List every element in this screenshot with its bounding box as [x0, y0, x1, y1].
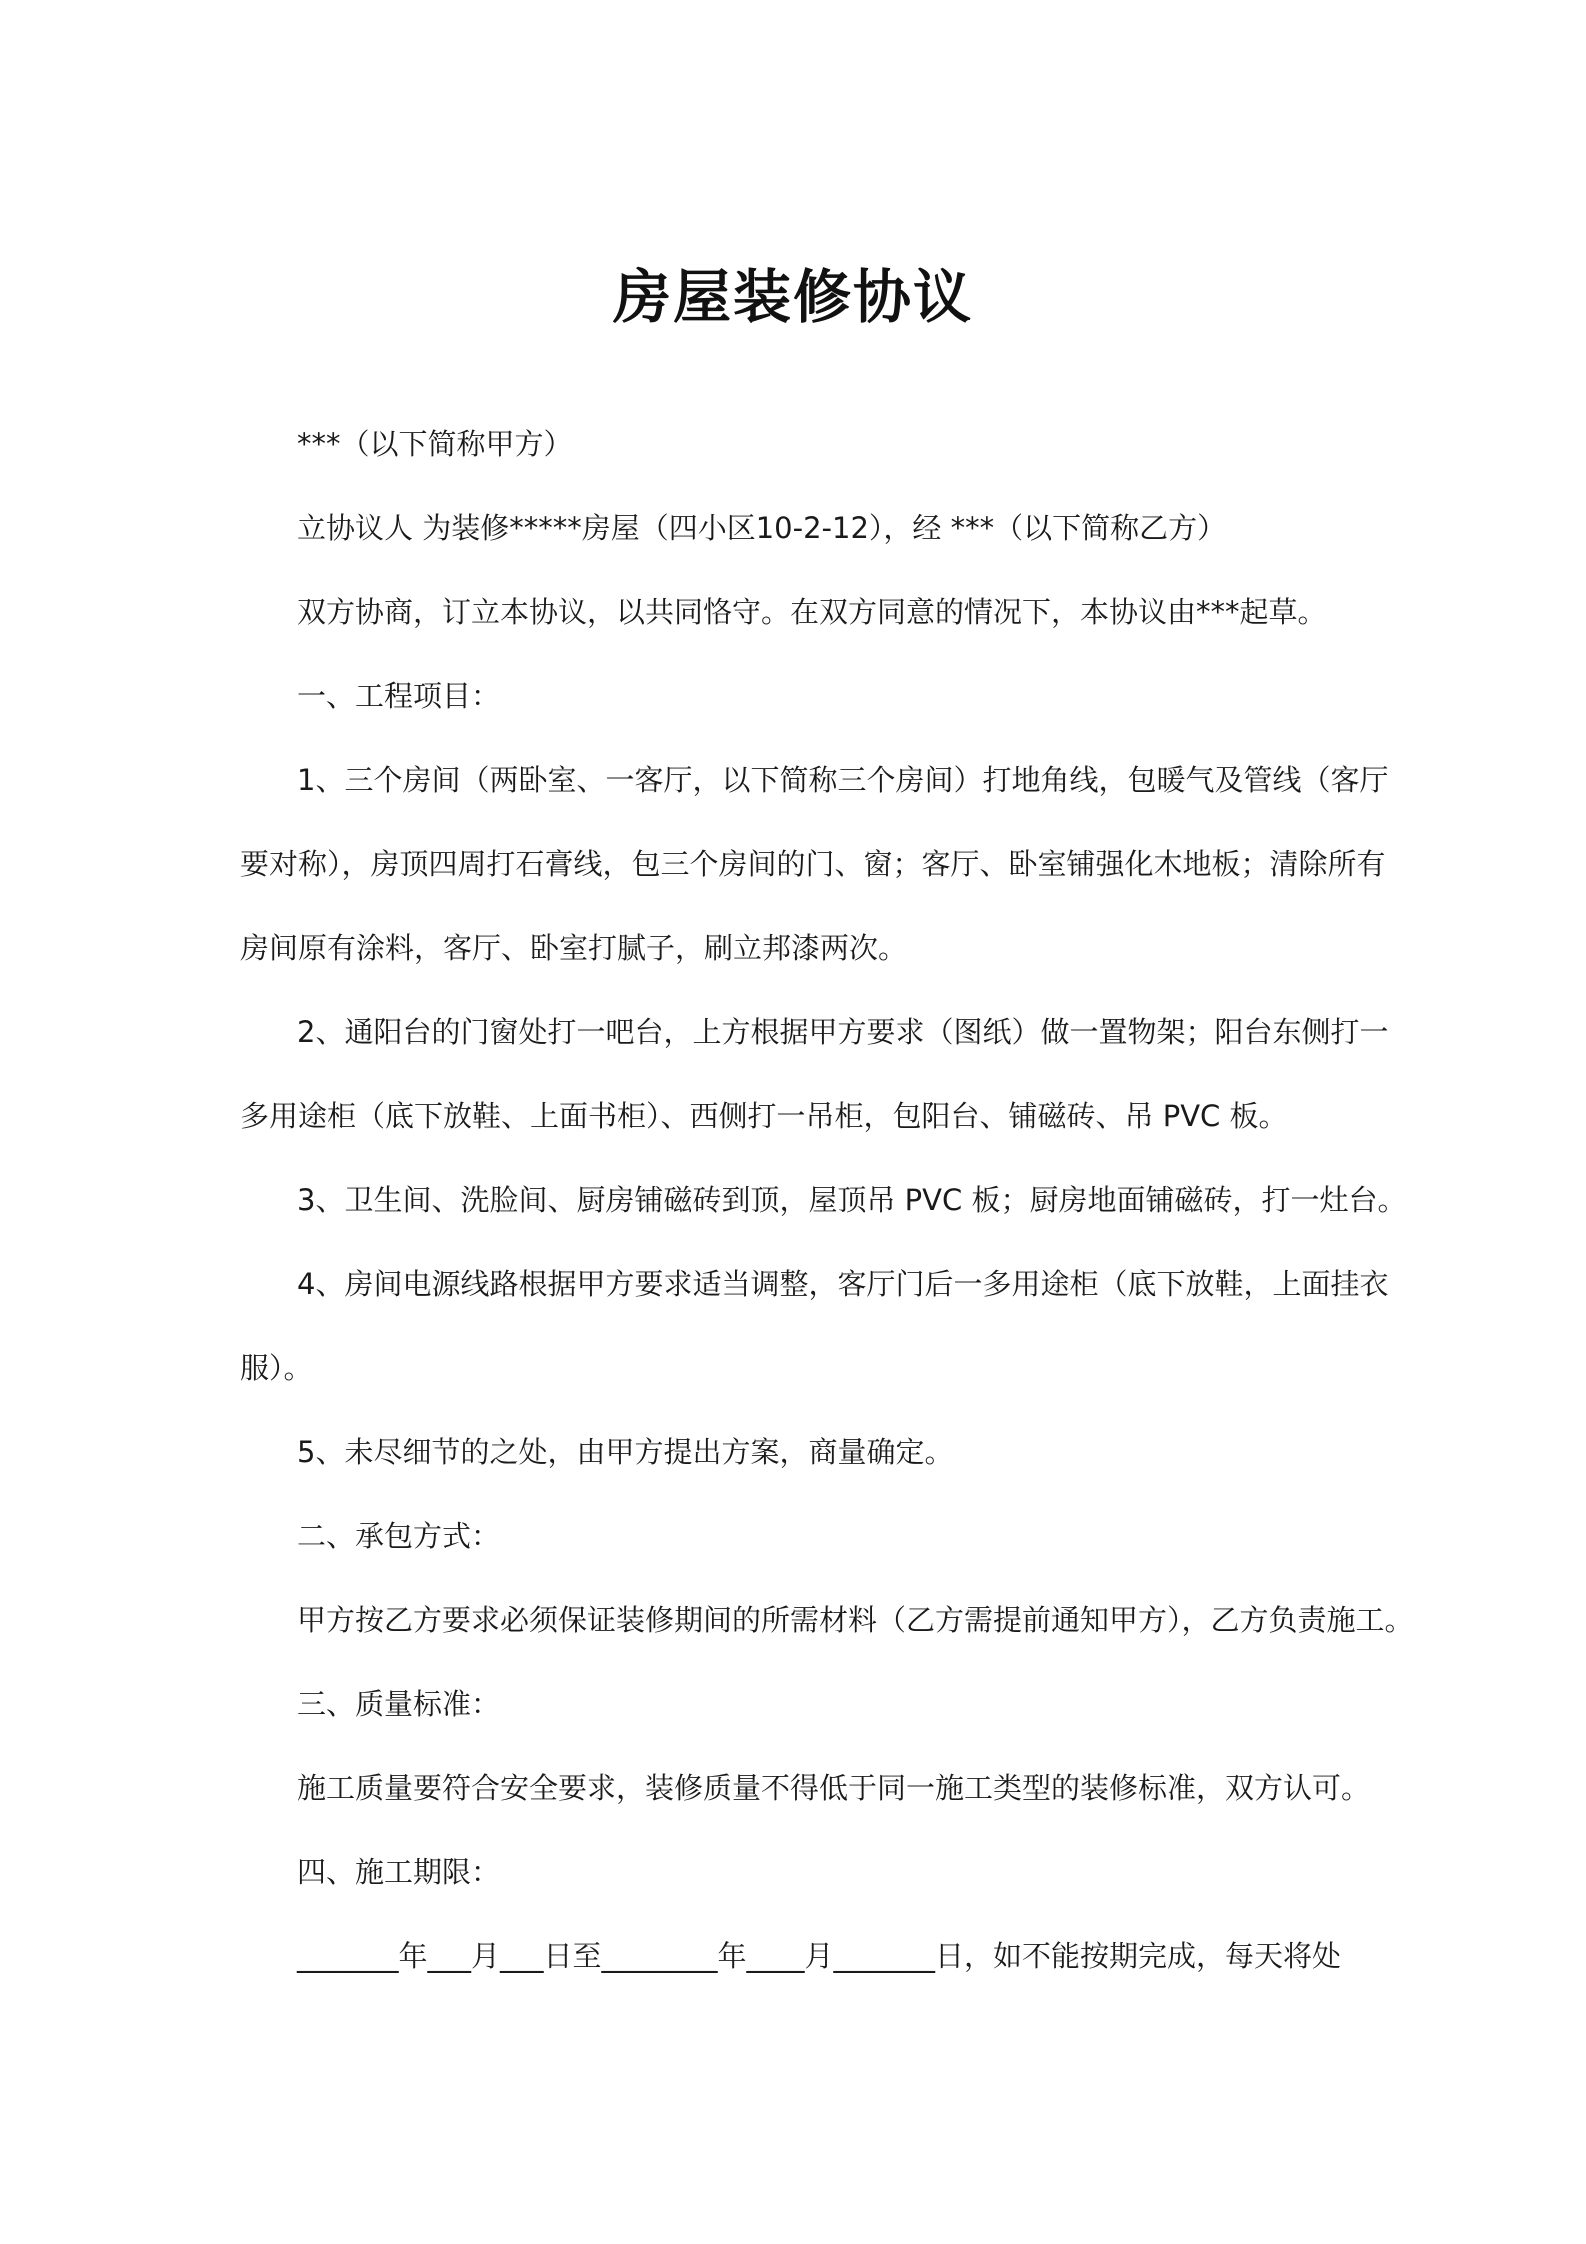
section-heading-schedule: 四、施工期限：	[297, 1855, 501, 1889]
parties-line: 立协议人 为装修*****房屋（四小区10-2-12），经 ***（以下简称乙方）	[297, 511, 1227, 545]
item-4-line-1: 4、房间电源线路根据甲方要求适当调整，客厅门后一多用途柜（底下放鞋，上面挂衣	[297, 1267, 1389, 1301]
party-a-line: ***（以下简称甲方）	[297, 427, 573, 461]
item-3-line: 3、卫生间、洗脸间、厨房铺磁砖到顶，屋顶吊 PVC 板；厨房地面铺磁砖，打一灶台。	[297, 1183, 1407, 1217]
item-2-line-2: 多用途柜（底下放鞋、上面书柜）、西侧打一吊柜，包阳台、铺磁砖、吊 PVC 板。	[240, 1099, 1288, 1133]
item-1-line-2: 要对称），房顶四周打石膏线，包三个房间的门、窗；客厅、卧室铺强化木地板；清除所有	[240, 847, 1386, 881]
item-1-line-3: 房间原有涂料，客厅、卧室打腻子，刷立邦漆两次。	[240, 931, 908, 965]
item-5-line: 5、未尽细节的之处，由甲方提出方案，商量确定。	[297, 1435, 954, 1469]
section-heading-project: 一、工程项目：	[297, 679, 501, 713]
section-heading-quality: 三、质量标准：	[297, 1687, 501, 1721]
item-2-line-1: 2、通阳台的门窗处打一吧台，上方根据甲方要求（图纸）做一置物架；阳台东侧打一	[297, 1015, 1389, 1049]
item-4-line-2: 服）。	[240, 1351, 313, 1385]
item-1-line-1: 1、三个房间（两卧室、一客厅，以下简称三个房间）打地角线，包暖气及管线（客厅	[297, 763, 1389, 797]
schedule-text: _______年___月___日至________年____月_______日，如不能按期完成，每天将处	[297, 1939, 1342, 1973]
document-title: 房屋装修协议	[612, 263, 973, 331]
section-heading-contract-method: 二、承包方式：	[297, 1519, 501, 1553]
quality-text: 施工质量要符合安全要求，装修质量不得低于同一施工类型的装修标准，双方认可。	[297, 1771, 1371, 1805]
contract-method-text: 甲方按乙方要求必须保证装修期间的所需材料（乙方需提前通知甲方），乙方负责施工。	[297, 1603, 1414, 1637]
agreement-intro-line: 双方协商，订立本协议，以共同恪守。在双方同意的情况下，本协议由***起草。	[297, 595, 1327, 629]
